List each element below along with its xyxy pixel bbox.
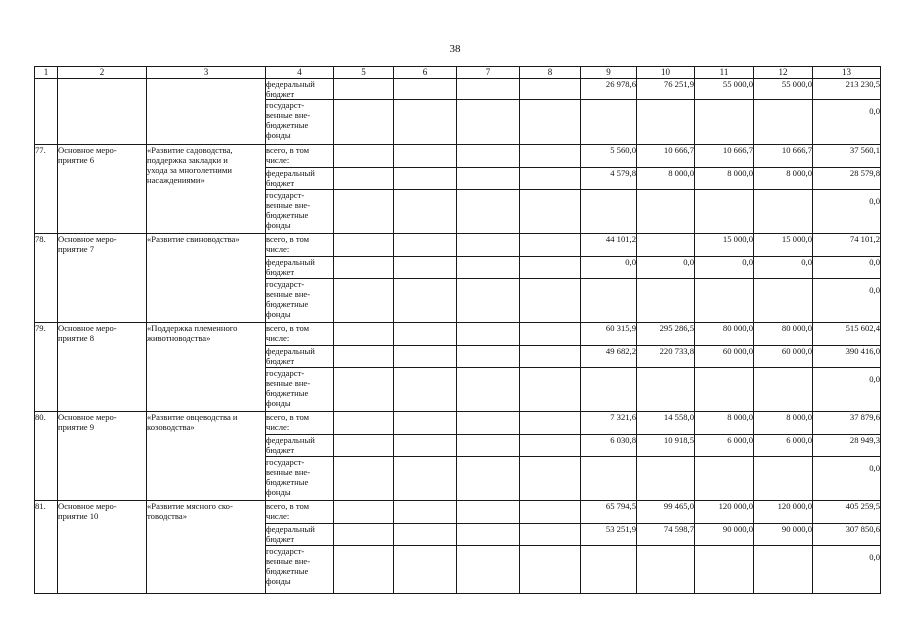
empty-cell-col-8 xyxy=(520,257,581,279)
value-cell-col-12: 120 000,0 xyxy=(754,501,813,524)
value-cell-col-11: 80 000,0 xyxy=(695,323,754,346)
header-cell-2: 2 xyxy=(58,67,147,79)
value-cell-col-13: 0,0 xyxy=(813,279,881,323)
empty-cell-col-7 xyxy=(457,279,520,323)
value-cell-col-10: 8 000,0 xyxy=(637,168,695,190)
activity-name-line: Основное меро- xyxy=(58,145,117,155)
value-cell-col-11 xyxy=(695,279,754,323)
funding-source xyxy=(266,457,334,501)
empty-cell-col-8 xyxy=(520,323,581,346)
empty-cell-col-5 xyxy=(334,168,394,190)
empty-cell-col-5 xyxy=(334,435,394,457)
funding-source xyxy=(266,368,334,412)
funding-source-line: венные вне- xyxy=(266,378,311,388)
empty-cell-col-5 xyxy=(334,546,394,594)
funding-source xyxy=(266,190,334,234)
funding-source xyxy=(266,100,334,145)
value-cell-col-12: 8 000,0 xyxy=(754,168,813,190)
value-cell-col-9 xyxy=(581,100,637,145)
value-cell-col-11 xyxy=(695,546,754,594)
value-cell-col-11: 10 666,7 xyxy=(695,145,754,168)
activity-title-line: поддержка закладки и xyxy=(147,155,228,165)
activity-name xyxy=(58,501,147,594)
value-cell-col-12: 8 000,0 xyxy=(754,412,813,435)
empty-cell-col-6 xyxy=(394,79,457,100)
value-cell-col-12: 60 000,0 xyxy=(754,346,813,368)
value-cell-col-13: 0,0 xyxy=(813,368,881,412)
value-cell-col-12: 15 000,0 xyxy=(754,234,813,257)
funding-source-line: бюджетные xyxy=(266,210,309,220)
empty-cell-col-5 xyxy=(334,501,394,524)
funding-source-line: венные вне- xyxy=(266,110,311,120)
value-cell-col-9: 26 978,6 xyxy=(581,79,637,100)
empty-cell-col-6 xyxy=(394,524,457,546)
activity-title-line: «Развитие мясного ско- xyxy=(147,501,233,511)
empty-cell-col-8 xyxy=(520,79,581,100)
empty-cell-col-7 xyxy=(457,346,520,368)
value-cell-col-12 xyxy=(754,279,813,323)
empty-cell-col-7 xyxy=(457,501,520,524)
header-cell-5: 5 xyxy=(334,67,394,79)
value-cell-col-9: 65 794,5 xyxy=(581,501,637,524)
value-cell-col-9: 4 579,8 xyxy=(581,168,637,190)
empty-cell-col-8 xyxy=(520,412,581,435)
funding-source-line: фонды xyxy=(266,398,291,408)
activity-name-line: приятие 8 xyxy=(58,333,95,343)
value-cell-col-9 xyxy=(581,190,637,234)
value-cell-col-10 xyxy=(637,234,695,257)
empty-cell-col-8 xyxy=(520,457,581,501)
funding-source xyxy=(266,524,334,546)
funding-source-line: бюджет xyxy=(266,178,295,188)
value-cell-col-11: 60 000,0 xyxy=(695,346,754,368)
activity-title-line: насаждениями» xyxy=(147,175,205,185)
funding-source-line: бюджетные xyxy=(266,477,309,487)
activity-title-line: «Развитие овцеводства и xyxy=(147,412,238,422)
activity-title-line: товодства» xyxy=(147,511,187,521)
funding-source xyxy=(266,412,334,435)
empty-cell-col-6 xyxy=(394,100,457,145)
funding-source-line: бюджетные xyxy=(266,299,309,309)
table-body xyxy=(35,67,881,594)
empty-cell-col-6 xyxy=(394,501,457,524)
funding-source-line: федеральный xyxy=(266,257,315,267)
activity-title-line: козоводства» xyxy=(147,422,195,432)
header-cell-12: 12 xyxy=(754,67,813,79)
value-cell-col-11: 55 000,0 xyxy=(695,79,754,100)
funding-source xyxy=(266,79,334,100)
value-cell-col-11: 15 000,0 xyxy=(695,234,754,257)
empty-cell-col-5 xyxy=(334,279,394,323)
value-cell-col-11 xyxy=(695,368,754,412)
value-cell-col-10 xyxy=(637,279,695,323)
value-cell-col-10: 74 598,7 xyxy=(637,524,695,546)
value-cell-col-10: 0,0 xyxy=(637,257,695,279)
value-cell-col-11: 90 000,0 xyxy=(695,524,754,546)
value-cell-col-13: 37 879,6 xyxy=(813,412,881,435)
funding-source-line: бюджетные xyxy=(266,120,309,130)
activity-name xyxy=(58,323,147,412)
empty-cell-col-6 xyxy=(394,346,457,368)
empty-cell-col-8 xyxy=(520,501,581,524)
value-cell-col-13: 405 259,5 xyxy=(813,501,881,524)
funding-source-line: бюджет xyxy=(266,267,295,277)
funding-source xyxy=(266,435,334,457)
empty-cell-col-8 xyxy=(520,190,581,234)
value-cell-col-10 xyxy=(637,546,695,594)
funding-source-line: федеральный xyxy=(266,346,315,356)
funding-source xyxy=(266,546,334,594)
activity-title xyxy=(147,412,266,501)
empty-cell-col-7 xyxy=(457,412,520,435)
header-cell-1: 1 xyxy=(35,67,58,79)
value-cell-col-10 xyxy=(637,190,695,234)
value-cell-col-10: 76 251,9 xyxy=(637,79,695,100)
activity-title-line: животноводства» xyxy=(147,333,211,343)
value-cell-col-9: 0,0 xyxy=(581,257,637,279)
row-number: 80. xyxy=(35,412,58,501)
funding-table xyxy=(34,66,881,594)
value-cell-col-9: 49 682,2 xyxy=(581,346,637,368)
empty-cell-col-7 xyxy=(457,457,520,501)
value-cell-col-12: 80 000,0 xyxy=(754,323,813,346)
funding-source-line: государст- xyxy=(266,190,305,200)
header-cell-8: 8 xyxy=(520,67,581,79)
value-cell-col-13: 0,0 xyxy=(813,257,881,279)
empty-cell-col-7 xyxy=(457,234,520,257)
header-cell-13: 13 xyxy=(813,67,881,79)
funding-source xyxy=(266,145,334,168)
empty-cell-col-7 xyxy=(457,435,520,457)
funding-source-line: фонды xyxy=(266,487,291,497)
funding-source-line: государст- xyxy=(266,546,305,556)
activity-title-line: «Развитие садоводства, xyxy=(147,145,233,155)
value-cell-col-11: 8 000,0 xyxy=(695,412,754,435)
funding-source xyxy=(266,257,334,279)
value-cell-col-11: 0,0 xyxy=(695,257,754,279)
funding-source-line: венные вне- xyxy=(266,200,311,210)
funding-source-line: числе: xyxy=(266,422,290,432)
header-cell-7: 7 xyxy=(457,67,520,79)
empty-cell-col-5 xyxy=(334,257,394,279)
value-cell-col-10 xyxy=(637,457,695,501)
empty-cell-col-6 xyxy=(394,168,457,190)
table-row xyxy=(35,145,881,168)
header-cell-6: 6 xyxy=(394,67,457,79)
value-cell-col-12 xyxy=(754,190,813,234)
empty-cell-col-8 xyxy=(520,234,581,257)
funding-source-line: бюджетные xyxy=(266,388,309,398)
funding-source-line: государст- xyxy=(266,100,305,110)
empty-cell-col-7 xyxy=(457,79,520,100)
funding-source xyxy=(266,323,334,346)
value-cell-col-12: 10 666,7 xyxy=(754,145,813,168)
table-row xyxy=(35,412,881,435)
activity-name-line: Основное меро- xyxy=(58,234,117,244)
activity-title xyxy=(147,79,266,145)
funding-source-line: бюджет xyxy=(266,534,295,544)
funding-source-line: всего, в том xyxy=(266,323,310,333)
value-cell-col-13: 74 101,2 xyxy=(813,234,881,257)
empty-cell-col-6 xyxy=(394,546,457,594)
value-cell-col-11: 6 000,0 xyxy=(695,435,754,457)
value-cell-col-11 xyxy=(695,190,754,234)
empty-cell-col-7 xyxy=(457,257,520,279)
value-cell-col-10: 14 558,0 xyxy=(637,412,695,435)
funding-source xyxy=(266,234,334,257)
table-row xyxy=(35,323,881,346)
empty-cell-col-6 xyxy=(394,435,457,457)
empty-cell-col-6 xyxy=(394,323,457,346)
activity-title xyxy=(147,501,266,594)
value-cell-col-12: 0,0 xyxy=(754,257,813,279)
value-cell-col-10: 10 918,5 xyxy=(637,435,695,457)
value-cell-col-10: 99 465,0 xyxy=(637,501,695,524)
value-cell-col-13: 28 949,3 xyxy=(813,435,881,457)
funding-source-line: числе: xyxy=(266,244,290,254)
value-cell-col-9 xyxy=(581,279,637,323)
empty-cell-col-6 xyxy=(394,190,457,234)
funding-source xyxy=(266,279,334,323)
value-cell-col-9 xyxy=(581,368,637,412)
empty-cell-col-5 xyxy=(334,145,394,168)
value-cell-col-9 xyxy=(581,546,637,594)
funding-source-line: федеральный xyxy=(266,435,315,445)
value-cell-col-10: 220 733,8 xyxy=(637,346,695,368)
value-cell-col-10: 10 666,7 xyxy=(637,145,695,168)
empty-cell-col-5 xyxy=(334,323,394,346)
funding-source-line: государст- xyxy=(266,368,305,378)
funding-source-line: бюджет xyxy=(266,445,295,455)
value-cell-col-12: 6 000,0 xyxy=(754,435,813,457)
activity-name-line: приятие 6 xyxy=(58,155,95,165)
empty-cell-col-6 xyxy=(394,368,457,412)
activity-title xyxy=(147,145,266,234)
value-cell-col-12 xyxy=(754,457,813,501)
header-cell-9: 9 xyxy=(581,67,637,79)
empty-cell-col-8 xyxy=(520,546,581,594)
activity-title-line: ухода за многолетними xyxy=(147,165,232,175)
empty-cell-col-6 xyxy=(394,412,457,435)
value-cell-col-13: 37 560,1 xyxy=(813,145,881,168)
activity-name-line: приятие 9 xyxy=(58,422,95,432)
empty-cell-col-7 xyxy=(457,168,520,190)
header-cell-10: 10 xyxy=(637,67,695,79)
activity-name-line: Основное меро- xyxy=(58,412,117,422)
header-cell-3: 3 xyxy=(147,67,266,79)
funding-source-line: венные вне- xyxy=(266,467,311,477)
activity-name-line: Основное меро- xyxy=(58,501,117,511)
funding-source-line: государст- xyxy=(266,457,305,467)
activity-name-line: приятие 10 xyxy=(58,511,99,521)
empty-cell-col-5 xyxy=(334,100,394,145)
funding-source-line: фонды xyxy=(266,130,291,140)
funding-source-line: венные вне- xyxy=(266,556,311,566)
value-cell-col-13: 28 579,8 xyxy=(813,168,881,190)
funding-source xyxy=(266,346,334,368)
row-number xyxy=(35,79,58,145)
empty-cell-col-6 xyxy=(394,279,457,323)
funding-source-line: бюджет xyxy=(266,356,295,366)
value-cell-col-9: 5 560,0 xyxy=(581,145,637,168)
funding-source-line: всего, в том xyxy=(266,412,310,422)
value-cell-col-9: 44 101,2 xyxy=(581,234,637,257)
activity-title xyxy=(147,323,266,412)
funding-source-line: числе: xyxy=(266,511,290,521)
header-cell-4: 4 xyxy=(266,67,334,79)
value-cell-col-13: 0,0 xyxy=(813,457,881,501)
value-cell-col-9: 60 315,9 xyxy=(581,323,637,346)
empty-cell-col-5 xyxy=(334,234,394,257)
empty-cell-col-7 xyxy=(457,524,520,546)
value-cell-col-12: 55 000,0 xyxy=(754,79,813,100)
empty-cell-col-5 xyxy=(334,79,394,100)
empty-cell-col-7 xyxy=(457,546,520,594)
value-cell-col-13: 213 230,5 xyxy=(813,79,881,100)
activity-name-line: приятие 7 xyxy=(58,244,95,254)
empty-cell-col-7 xyxy=(457,323,520,346)
empty-cell-col-5 xyxy=(334,346,394,368)
empty-cell-col-8 xyxy=(520,435,581,457)
value-cell-col-11: 120 000,0 xyxy=(695,501,754,524)
funding-source-line: федеральный xyxy=(266,79,315,89)
empty-cell-col-5 xyxy=(334,412,394,435)
table-row xyxy=(35,234,881,257)
activity-name xyxy=(58,234,147,323)
value-cell-col-9: 7 321,6 xyxy=(581,412,637,435)
header-row xyxy=(35,67,881,79)
activity-name xyxy=(58,412,147,501)
funding-source-line: всего, в том xyxy=(266,145,310,155)
empty-cell-col-8 xyxy=(520,168,581,190)
empty-cell-col-8 xyxy=(520,100,581,145)
funding-source xyxy=(266,501,334,524)
empty-cell-col-8 xyxy=(520,279,581,323)
funding-source-line: федеральный xyxy=(266,524,315,534)
table-row xyxy=(35,501,881,524)
funding-source-line: фонды xyxy=(266,309,291,319)
empty-cell-col-6 xyxy=(394,145,457,168)
row-number: 77. xyxy=(35,145,58,234)
funding-source-line: числе: xyxy=(266,333,290,343)
value-cell-col-13: 0,0 xyxy=(813,100,881,145)
value-cell-col-13: 0,0 xyxy=(813,190,881,234)
value-cell-col-10 xyxy=(637,368,695,412)
funding-source-line: бюджетные xyxy=(266,566,309,576)
funding-source-line: всего, в том xyxy=(266,501,310,511)
value-cell-col-9: 53 251,9 xyxy=(581,524,637,546)
activity-name xyxy=(58,79,147,145)
value-cell-col-10: 295 286,5 xyxy=(637,323,695,346)
value-cell-col-12 xyxy=(754,546,813,594)
empty-cell-col-8 xyxy=(520,346,581,368)
empty-cell-col-8 xyxy=(520,145,581,168)
value-cell-col-10 xyxy=(637,100,695,145)
funding-source-line: числе: xyxy=(266,155,290,165)
row-number: 81. xyxy=(35,501,58,594)
funding-source xyxy=(266,168,334,190)
funding-source-line: федеральный xyxy=(266,168,315,178)
empty-cell-col-6 xyxy=(394,457,457,501)
row-number: 79. xyxy=(35,323,58,412)
value-cell-col-12: 90 000,0 xyxy=(754,524,813,546)
empty-cell-col-5 xyxy=(334,190,394,234)
value-cell-col-9 xyxy=(581,457,637,501)
activity-name-line: Основное меро- xyxy=(58,323,117,333)
empty-cell-col-5 xyxy=(334,457,394,501)
empty-cell-col-5 xyxy=(334,368,394,412)
funding-source-line: всего, в том xyxy=(266,234,310,244)
header-cell-11: 11 xyxy=(695,67,754,79)
funding-source-line: фонды xyxy=(266,576,291,586)
empty-cell-col-5 xyxy=(334,524,394,546)
table-row xyxy=(35,79,881,100)
funding-source-line: государст- xyxy=(266,279,305,289)
funding-source-line: фонды xyxy=(266,220,291,230)
value-cell-col-11: 8 000,0 xyxy=(695,168,754,190)
value-cell-col-11 xyxy=(695,100,754,145)
empty-cell-col-7 xyxy=(457,145,520,168)
value-cell-col-12 xyxy=(754,368,813,412)
empty-cell-col-7 xyxy=(457,368,520,412)
empty-cell-col-8 xyxy=(520,524,581,546)
page-number: 38 xyxy=(449,43,461,55)
value-cell-col-12 xyxy=(754,100,813,145)
funding-source-line: венные вне- xyxy=(266,289,311,299)
value-cell-col-13: 515 602,4 xyxy=(813,323,881,346)
funding-source-line: бюджет xyxy=(266,89,295,99)
activity-title-line: «Развитие свиноводства» xyxy=(147,234,240,244)
activity-title xyxy=(147,234,266,323)
empty-cell-col-8 xyxy=(520,368,581,412)
empty-cell-col-7 xyxy=(457,190,520,234)
value-cell-col-11 xyxy=(695,457,754,501)
value-cell-col-9: 6 030,8 xyxy=(581,435,637,457)
value-cell-col-13: 0,0 xyxy=(813,546,881,594)
empty-cell-col-7 xyxy=(457,100,520,145)
empty-cell-col-6 xyxy=(394,234,457,257)
row-number: 78. xyxy=(35,234,58,323)
value-cell-col-13: 390 416,0 xyxy=(813,346,881,368)
activity-name xyxy=(58,145,147,234)
value-cell-col-13: 307 850,6 xyxy=(813,524,881,546)
empty-cell-col-6 xyxy=(394,257,457,279)
activity-title-line: «Поддержка племенного xyxy=(147,323,238,333)
